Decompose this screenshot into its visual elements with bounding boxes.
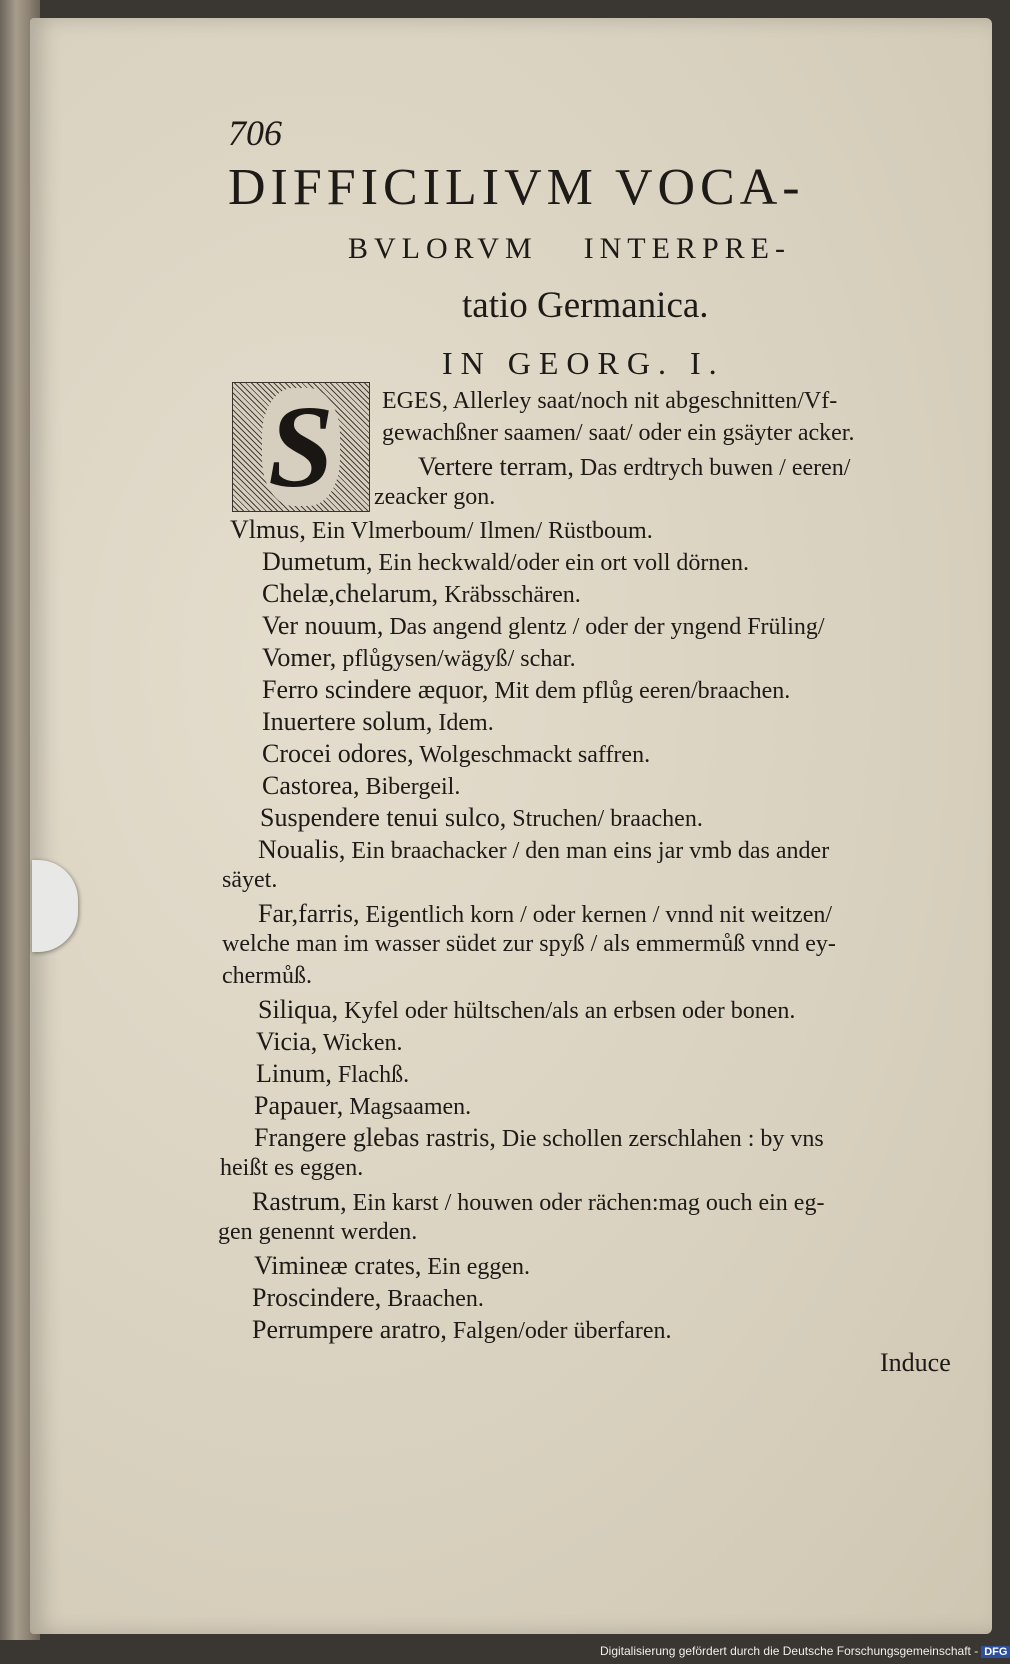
entry-term: EGES, (382, 388, 448, 414)
dfg-logo: DFG (981, 1646, 1010, 1658)
entry-line (230, 515, 653, 545)
entry-text: Kräbsschären. (444, 582, 581, 608)
entry-text: Ein heckwald/oder ein ort voll dörnen. (378, 550, 750, 576)
entry-text: Ein eggen. (427, 1254, 531, 1280)
catchword: Induce (880, 1348, 951, 1377)
entry-line (254, 1091, 471, 1121)
entry-term: Rastrum, (252, 1187, 347, 1216)
decorated-initial (232, 382, 370, 512)
entry-line (258, 899, 832, 929)
entry-term: Vlmus, (230, 515, 306, 544)
entry-text: Braachen. (387, 1286, 484, 1312)
entry-term: Far,farris, (258, 899, 360, 928)
entry-term: Ferro scindere æquor, (262, 675, 489, 704)
entry-term: Linum, (256, 1059, 332, 1088)
entry-term: Suspendere tenui sulco, (260, 803, 507, 832)
entry-text: Ein karst / houwen oder rächen:mag ouch ein eg- (352, 1190, 825, 1216)
entry-term: Crocei odores, (262, 739, 414, 768)
entry-line (262, 579, 581, 609)
entry-term: Papauer, (254, 1091, 344, 1120)
entry-text: Allerley saat/noch nit abgeschnitten/Vf- (452, 388, 838, 414)
entry-line (262, 643, 576, 673)
entry-line (260, 803, 703, 833)
entry-line (256, 1059, 409, 1089)
entry-text: säyet. (222, 867, 278, 893)
entry-line (256, 1027, 403, 1057)
entry-line (252, 1283, 484, 1313)
entry-line (262, 739, 650, 769)
entry-text: Ein braachacker / den man eins jar vmb das ander (351, 838, 830, 864)
entry-term: Inuertere solum, (262, 707, 433, 736)
entry-line (252, 1187, 824, 1217)
footer-text: Digitalisierung gefördert durch die Deutsche Forschungsgemeinschaft - (600, 1644, 979, 1658)
entry-text: Magsaamen. (349, 1094, 472, 1120)
entry-line (262, 675, 790, 705)
entry-text: chermůß. (222, 963, 312, 989)
entry-text: heißt es eggen. (220, 1155, 364, 1181)
entry-text: Idem. (438, 710, 494, 736)
entry-term: Noualis, (258, 835, 346, 864)
title-line-2 (348, 232, 791, 266)
entry-term: Chelæ,chelarum, (262, 579, 439, 608)
entry-text: Struchen/ braachen. (512, 806, 703, 832)
entry-text: pflůgysen/wägyß/ schar. (342, 646, 576, 672)
entry-line (418, 452, 850, 482)
entry-line (258, 835, 829, 865)
entry-line (382, 420, 854, 447)
entry-term: Dumetum, (262, 547, 373, 576)
entry-text: Ein Vlmerboum/ Ilmen/ Rüstboum. (311, 518, 653, 544)
entry-term: Vomer, (262, 643, 337, 672)
entry-text: Falgen/oder überfaren. (452, 1318, 672, 1344)
entry-text: Eigentlich korn / oder kernen / vnnd nit weitzen/ (365, 902, 833, 928)
entry-line (262, 707, 494, 737)
entry-line (382, 388, 837, 415)
entry-term: Proscindere, (252, 1283, 382, 1312)
entry-term: Vicia, (256, 1027, 318, 1056)
entry-line (262, 771, 460, 801)
title-line-3: tatio Germanica. (462, 285, 709, 326)
entry-text: Das erdtrych buwen / eeren/ (579, 455, 851, 481)
entry-line (262, 611, 825, 641)
entry-text: gewachßner saamen/ saat/ oder ein gsäyter acker. (382, 420, 855, 446)
entry-term: Vimineæ crates, (254, 1251, 422, 1280)
entry-line (252, 1315, 671, 1345)
entry-term: Frangere glebas rastris, (254, 1123, 496, 1152)
entry-text: Mit dem pflůg eeren/braachen. (494, 678, 791, 704)
entry-text: zeacker gon. (374, 484, 496, 510)
entry-line (262, 547, 749, 577)
entry-line (222, 931, 836, 958)
entry-text: Das angend glentz / oder der yngend Früling/ (389, 614, 825, 640)
entry-text: gen genennt werden. (218, 1219, 418, 1245)
title-word-bvlorvm: BVLORVM (348, 232, 538, 265)
entry-term: Perrumpere aratro, (252, 1315, 447, 1344)
entry-text: Wolgeschmackt saffren. (419, 742, 651, 768)
entry-line (258, 995, 795, 1025)
entry-text: Flachß. (337, 1062, 410, 1088)
entry-term: Ver nouum, (262, 611, 384, 640)
entry-text: welche man im wasser südet zur spyß / als emmermůß vnnd ey- (222, 931, 836, 957)
entry-line (222, 867, 277, 894)
entry-line (218, 1219, 417, 1246)
initial-letter: S (262, 388, 340, 506)
entry-line (220, 1155, 363, 1182)
title-word-interpre: INTERPRE- (583, 232, 791, 265)
entry-term: Vertere terram, (418, 452, 574, 481)
entry-term: Castorea, (262, 771, 360, 800)
entry-text: Bibergeil. (365, 774, 461, 800)
title-line-1: DIFFICILIVM VOCA- (228, 159, 805, 216)
entry-line (374, 484, 495, 511)
footer-credit (600, 1644, 1010, 1658)
entry-line (222, 963, 312, 990)
entry-text: Kyfel oder hültschen/als an erbsen oder bonen. (344, 998, 796, 1024)
page-number: 706 (228, 113, 282, 153)
entry-line (254, 1123, 824, 1153)
entry-text: Wicken. (322, 1030, 403, 1056)
entry-line (254, 1251, 530, 1281)
entry-term: Siliqua, (258, 995, 339, 1024)
section-heading: IN GEORG. I. (442, 345, 725, 381)
entry-text: Die schollen zerschlahen : by vns (501, 1126, 824, 1152)
